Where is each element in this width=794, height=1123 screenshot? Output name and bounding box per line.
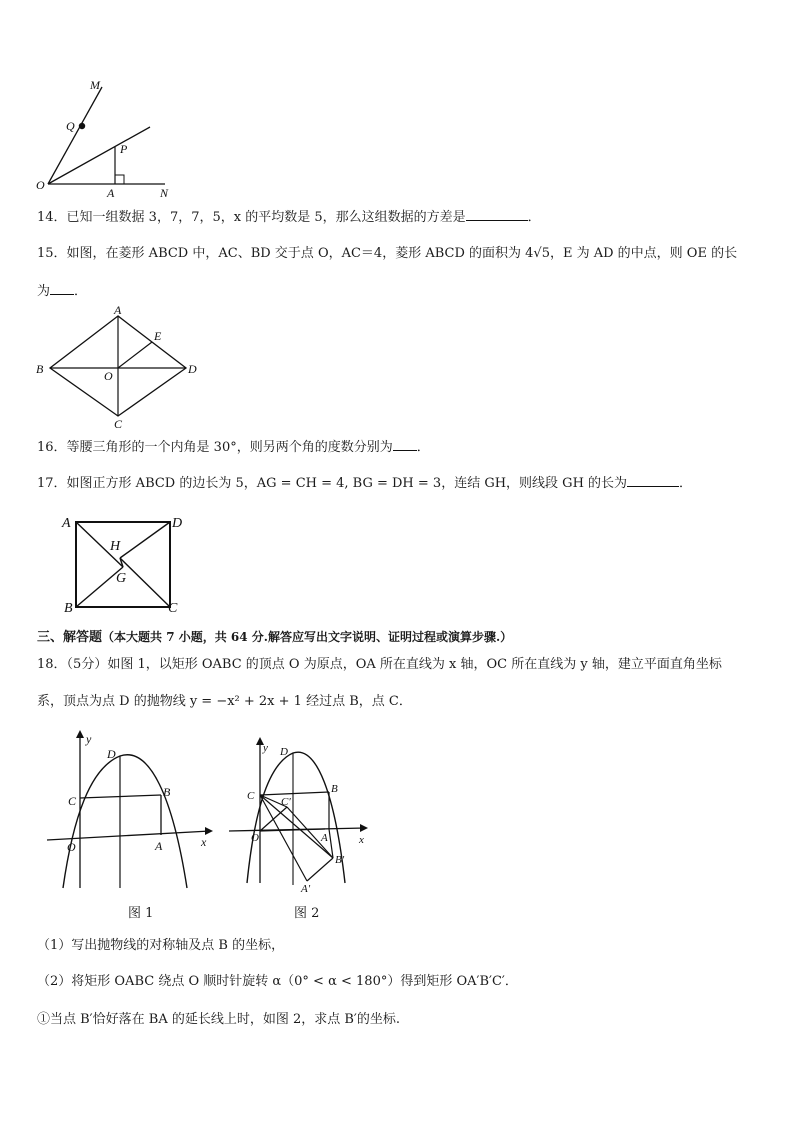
question-text: 等腰三角形的一个内角是 30°，则另两个角的度数分别为 [66, 440, 393, 455]
label-A: A [107, 186, 115, 200]
label-C: C [114, 417, 123, 431]
label-A-prime: A′ [301, 883, 311, 895]
label-D: D [107, 747, 116, 761]
question-18 [37, 656, 722, 674]
label-D: D [172, 516, 183, 531]
question-text: 如图正方形 ABCD 的边长为 5，AG = CH = 4, BG = DH = 3，连结 GH，则线段 GH 的长为 [66, 476, 628, 491]
label-C: C [168, 601, 178, 616]
question-text: 已知一组数据 3，7，7，5，x 的平均数是 5，那么这组数据的方差是 [66, 210, 466, 225]
section-note: （本大题共 7 小题，共 64 分.解答应写出文字说明、证明过程或演算步骤.） [102, 630, 513, 644]
label-D: D [188, 362, 197, 376]
label-C: C [247, 790, 255, 802]
answer-blank[interactable] [50, 282, 74, 295]
label-A: A [62, 516, 71, 531]
question-number: 17． [37, 476, 67, 491]
section-heading [37, 628, 512, 647]
answer-blank[interactable] [393, 438, 417, 451]
question-17: 17．如图正方形 ABCD 的边长为 5，AG = CH = 4, BG = DH = 3，连结 GH，则线段 GH 的长为 ． [37, 476, 693, 491]
label-O: O [251, 832, 259, 844]
label-H: H [110, 539, 121, 554]
parabola-figure-2 [225, 735, 375, 895]
question-text: （5分）如图 1，以矩形 OABC 的顶点 O 为原点，OA 所在直线为 x 轴，OC 所在直线为 y 轴，建立平面直角坐标 [66, 657, 722, 672]
question-16: 16．等腰三角形的一个内角是 30°，则另两个角的度数分别为 ． [37, 440, 430, 455]
label-y: y [86, 732, 92, 746]
label-O: O [36, 178, 45, 192]
label-N: N [160, 186, 169, 200]
section-title: 三、解答题 [37, 630, 103, 645]
label-O: O [104, 369, 113, 383]
label-x: x [359, 834, 364, 846]
question-number: 15． [37, 246, 67, 261]
answer-blank[interactable] [466, 208, 528, 221]
label-B: B [331, 783, 338, 795]
label-x: x [201, 835, 207, 849]
question-number: 16． [37, 440, 67, 455]
angle-figure [30, 75, 190, 200]
label-A: A [321, 832, 328, 844]
label-C-prime: C′ [281, 796, 291, 808]
label-M: M [90, 78, 100, 92]
label-E: E [154, 329, 162, 343]
label-C: C [68, 794, 77, 808]
rhombus-figure [36, 302, 206, 430]
label-O: O [67, 840, 76, 854]
question-text: 如图，在菱形 ABCD 中，AC、BD 交于点 O，AC＝4，菱形 ABCD 的面积为 4√5，E 为 AD 的中点，则 OE 的长 [66, 246, 738, 261]
label-B: B [64, 601, 73, 616]
label-D: D [280, 746, 288, 758]
answer-blank[interactable] [627, 474, 679, 487]
label-G: G [116, 571, 127, 586]
label-P: P [120, 142, 128, 156]
label-A: A [114, 303, 122, 317]
label-y: y [263, 742, 268, 754]
question-14: 14．已知一组数据 3，7，7，5，x 的平均数是 5，那么这组数据的方差是 ． [37, 210, 541, 225]
question-number: 18． [37, 657, 67, 672]
question-15-line2: 为 ． [37, 284, 88, 299]
sub-question-1: （1）写出抛物线的对称轴及点 B 的坐标， [37, 938, 285, 953]
figure-1-caption: 图 1 [128, 906, 154, 921]
label-B: B [36, 362, 44, 376]
square-figure [60, 512, 195, 620]
figure-2-caption: 图 2 [294, 906, 320, 921]
sub-question-2-part-1: ①当点 B′恰好落在 BA 的延长线上时，如图 2，求点 B′的坐标. [37, 1012, 401, 1027]
question-18-line2: 系，顶点为点 D 的抛物线 y = −x² + 2x + 1 经过点 B，点 C． [37, 694, 412, 709]
sub-question-2: （2）将矩形 OABC 绕点 O 顺时针旋转 α（0° < α < 180°）得到矩形 OA′B′C′． [37, 974, 518, 989]
question-number: 14． [37, 210, 67, 225]
label-B: B [163, 785, 171, 799]
label-A: A [155, 839, 163, 853]
label-B-prime: B′ [335, 854, 345, 866]
label-Q: Q [66, 119, 75, 133]
parabola-figure-1 [45, 728, 220, 893]
question-15 [37, 245, 737, 263]
